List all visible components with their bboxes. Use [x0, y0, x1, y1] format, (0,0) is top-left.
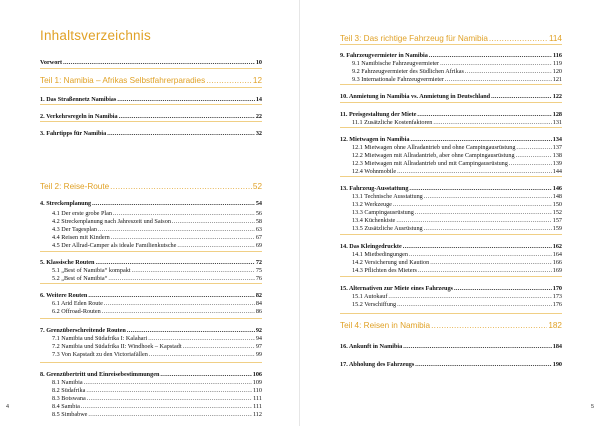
toc-entry-page: 72 — [255, 259, 262, 266]
toc-entry-text: 13.1 Technische Ausstattung — [352, 193, 423, 200]
toc-entry-text: 4.2 Streckenplanung nach Jahreszeit und Saison — [52, 218, 171, 225]
toc-entry-page: 162 — [552, 243, 562, 250]
toc-entry-page: 14 — [255, 96, 262, 103]
toc-entry-page: 109 — [252, 379, 262, 386]
toc-entry-page: 131 — [552, 119, 562, 126]
toc-entry-page: 119 — [552, 60, 562, 67]
toc-entry-text: 14.3 Pflichten des Mieters — [352, 267, 417, 274]
toc-entry-text: 8.3 Botswana — [52, 395, 86, 402]
toc-entry-part — [40, 181, 262, 193]
toc-entry-text: 11.1 Zusätzliche Kostenfaktoren — [352, 119, 433, 126]
toc-entry-text: 13.5 Zusätzliche Ausrüstung — [352, 225, 423, 232]
toc-entry-sub — [340, 300, 562, 310]
page-number-right: 5 — [590, 404, 594, 410]
toc-entry-page: 58 — [255, 218, 262, 225]
toc-entry-page: 164 — [552, 251, 562, 258]
toc-entry-page: 150 — [552, 201, 562, 208]
toc-entry-page: 184 — [552, 343, 562, 350]
toc-entry-text: 13.4 Küchenkiste — [352, 217, 396, 224]
toc-entry-text: 7.3 Von Kapstadt zu den Victoriafällen — [52, 351, 148, 358]
toc-entry-page: 114 — [548, 34, 562, 43]
toc-leader-dots — [491, 92, 552, 102]
toc-entry-page: 111 — [253, 403, 262, 410]
toc-entry-chap — [340, 92, 562, 102]
toc-entry-text: 6.1 Arid Eden Route — [52, 300, 103, 307]
toc-entry-text: 4.4 Reisen mit Kindern — [52, 234, 110, 241]
toc-entry-page: 106 — [252, 371, 262, 378]
section-divider — [40, 362, 262, 363]
toc-entry-page: 159 — [552, 225, 562, 232]
toc-entry-text: 13.3 Campingausrüstung — [352, 209, 414, 216]
toc-leader-dots — [149, 350, 255, 360]
toc-leader-dots — [424, 224, 552, 234]
toc-entry-page: 121 — [552, 76, 562, 83]
section-divider — [340, 176, 562, 177]
section-divider — [340, 234, 562, 235]
toc-entry-text: 11. Preisgestaltung der Miete — [340, 111, 417, 118]
toc-entry-page: 84 — [255, 300, 262, 307]
toc-entry-text: 7. Grenzüberschreitende Routen — [40, 327, 126, 334]
section-divider — [340, 127, 562, 128]
toc-entry-text: 9.2 Fahrzeugvermieter des Südlichen Afrikas — [352, 68, 464, 75]
section-divider — [340, 102, 562, 103]
toc-entry-text: 9.1 Namibische Fahrzeugvermieter — [352, 60, 440, 67]
toc-entry-page: 137 — [552, 144, 562, 151]
toc-entry-chap — [40, 199, 262, 209]
toc-entry-part — [40, 75, 262, 87]
toc-entry-page: 97 — [255, 343, 262, 350]
toc-entry-text: 3. Fahrtipps für Namibia — [40, 130, 107, 137]
toc-entry-chap — [340, 342, 562, 352]
right-page — [300, 0, 600, 426]
toc-entry-text: 15.2 Verschiffung — [352, 301, 397, 308]
toc-entry-text: 6. Weitere Routen — [40, 292, 88, 299]
toc-entry-page: 56 — [255, 210, 262, 217]
section-divider — [340, 84, 562, 85]
section-divider — [40, 121, 262, 122]
toc-entry-sub — [40, 241, 262, 251]
toc-entry-text: 12.4 Wohnmobile — [352, 168, 397, 175]
toc-entry-sub — [340, 224, 562, 234]
toc-entry-text: 8.5 Simbabwe — [52, 411, 88, 418]
toc-entry-text: 7.2 Namibia und Südafrika II: Windhoek – Kapstadt — [52, 343, 182, 350]
toc-entry-page: 92 — [255, 327, 262, 334]
toc-entry-page: 110 — [252, 387, 262, 394]
toc-entry-sub — [40, 410, 262, 420]
toc-leader-dots — [88, 410, 252, 420]
toc-entry-page: 176 — [552, 301, 562, 308]
toc-leader-dots — [92, 199, 255, 209]
toc-entry-page: 99 — [255, 351, 262, 358]
toc-entry-text: 17. Abholung des Fahrzeugs — [340, 361, 415, 368]
toc-entry-text: 8.2 Südafrika — [52, 387, 86, 394]
toc-entry-page: 94 — [255, 335, 262, 342]
toc-entry-text: 5.1 „Best of Namibia“ kompakt — [52, 267, 131, 274]
toc-entry-page: 22 — [255, 113, 262, 120]
toc-entry-page: 139 — [552, 160, 562, 167]
toc-entry-text: 12.1 Mietwagen ohne Allradantrieb und ohne Campingausrüstung — [352, 144, 516, 151]
toc-entry-page: 166 — [552, 259, 562, 266]
toc-entry-text: 10. Anmietung in Namibia vs. Anmietung in Deutschland — [340, 93, 491, 100]
toc-entry-text: 14. Das Kleingedruckte — [340, 243, 402, 250]
toc-leader-dots — [110, 181, 252, 193]
toc-entry-page: 75 — [255, 267, 262, 274]
toc-entry-page: 170 — [552, 285, 562, 292]
toc-entry-text: 14.2 Versicherung und Kaution — [352, 259, 430, 266]
toc-leader-dots — [107, 129, 255, 139]
toc-entry-text: 13. Fahrzeug-Ausstattung — [340, 185, 409, 192]
toc-entry-text: 14.1 Mietbedingungen — [352, 251, 409, 258]
toc-entry-page: 173 — [552, 293, 562, 300]
toc-entry-page: 152 — [552, 209, 562, 216]
section-divider — [40, 68, 262, 69]
toc-entry-part — [340, 320, 562, 332]
toc-leader-dots — [431, 320, 547, 332]
section-divider — [40, 251, 262, 252]
toc-entry-page: 32 — [255, 130, 262, 137]
toc-title: Inhaltsverzeichnis — [40, 28, 151, 43]
toc-leader-dots — [415, 360, 551, 370]
toc-entry-page: 86 — [255, 308, 262, 315]
toc-entry-page: 190 — [552, 361, 562, 368]
toc-entry-page: 169 — [552, 267, 562, 274]
toc-entry-chap — [340, 360, 562, 370]
toc-entry-text: 5.2 „Best of Namibia“ — [52, 275, 108, 282]
toc-entry-text: Teil 4: Reisen in Namibia — [340, 321, 431, 330]
toc-entry-page: 122 — [552, 93, 562, 100]
toc-entry-text: 4.5 Der Allrad-Camper als ideale Familienkutsche — [52, 242, 177, 249]
section-divider — [340, 276, 562, 277]
toc-entry-text: 12.3 Mietwagen mit Allradantrieb und mit Campingausrüstung — [352, 160, 508, 167]
toc-entry-sub — [340, 266, 562, 276]
toc-entry-page: 146 — [552, 185, 562, 192]
toc-entry-page: 54 — [255, 200, 262, 207]
toc-entry-page: 148 — [552, 193, 562, 200]
page-number-left: 4 — [6, 404, 10, 410]
section-divider — [340, 313, 562, 314]
toc-entry-page: 182 — [548, 321, 562, 330]
section-divider — [40, 87, 262, 88]
toc-entry-text: Teil 3: Das richtige Fahrzeug für Namibia — [340, 34, 488, 43]
toc-entry-text: 4.1 Der erste grobe Plan — [52, 210, 112, 217]
toc-entry-page: 120 — [552, 68, 562, 75]
toc-entry-page: 111 — [253, 395, 262, 402]
toc-entry-text: 1. Das Straßennetz Namibias — [40, 96, 117, 103]
toc-entry-sub — [40, 307, 262, 317]
toc-entry-text: 9. Fahrzeugvermieter in Namibia — [340, 52, 428, 59]
toc-entry-page: 138 — [552, 152, 562, 159]
toc-entry-text: 4. Streckenplanung — [40, 200, 92, 207]
section-divider — [340, 44, 562, 45]
toc-entry-page: 63 — [255, 226, 262, 233]
toc-entry-text: 9.3 Internationale Fahrzeugvermieter — [352, 76, 444, 83]
toc-entry-chap — [40, 58, 262, 68]
toc-entry-text: 15. Alternativen zur Miete eines Fahrzeugs — [340, 285, 453, 292]
toc-entry-page: 134 — [552, 136, 562, 143]
toc-entry-page: 112 — [252, 411, 262, 418]
toc-entry-text: 15.1 Autokauf — [352, 293, 388, 300]
toc-leader-dots — [418, 266, 552, 276]
section-divider — [40, 318, 262, 319]
toc-entry-page: 10 — [255, 59, 262, 66]
toc-leader-dots — [206, 75, 252, 87]
toc-entry-text: 5. Klassische Routen — [40, 259, 95, 266]
toc-entry-chap — [40, 129, 262, 139]
toc-entry-text: Vorwort — [40, 59, 63, 66]
toc-leader-dots — [177, 241, 254, 251]
toc-entry-page: 12 — [252, 76, 262, 85]
toc-entry-text: 4.3 Der Tagesplan — [52, 226, 97, 233]
toc-entry-page: 82 — [255, 292, 262, 299]
toc-entry-text: 12.2 Mietwagen mit Allradantrieb, aber ohne Campingausrüstung — [352, 152, 515, 159]
toc-leader-dots — [63, 58, 255, 68]
toc-entry-page: 116 — [553, 52, 562, 59]
toc-entry-text: 8.4 Sambia — [52, 403, 80, 410]
toc-entry-text: 6.2 Offroad-Routen — [52, 308, 101, 315]
toc-entry-page: 69 — [255, 242, 262, 249]
toc-entry-text: 7.1 Namibia und Südafrika I: Kalahari — [52, 335, 148, 342]
toc-entry-text: Teil 2: Reise-Route — [40, 182, 110, 191]
toc-entry-page: 76 — [255, 275, 262, 282]
toc-entry-page: 67 — [255, 234, 262, 241]
toc-entry-text: 8. Grenzübertritt und Einreisebestimmungen — [40, 371, 160, 378]
toc-entry-text: 12. Mietwagen in Namibia — [340, 136, 410, 143]
toc-leader-dots — [102, 307, 255, 317]
toc-leader-dots — [403, 342, 551, 352]
toc-leader-dots — [397, 300, 552, 310]
toc-entry-page: 52 — [252, 182, 262, 191]
toc-entry-text: 8.1 Namibia — [52, 379, 83, 386]
toc-entry-page: 144 — [552, 168, 562, 175]
toc-entry-text: 16. Ankunft in Namibia — [340, 343, 403, 350]
toc-entry-text: 2. Verkehrsregeln in Namibia — [40, 113, 118, 120]
toc-entry-page: 128 — [552, 111, 562, 118]
section-divider — [40, 283, 262, 284]
toc-entry-text: 13.2 Werkzeuge — [352, 201, 392, 208]
toc-entry-sub — [40, 350, 262, 360]
toc-entry-page: 157 — [552, 217, 562, 224]
section-divider — [40, 104, 262, 105]
toc-entry-text: Teil 1: Namibia – Afrikas Selbstfahrerparadies — [40, 76, 206, 85]
